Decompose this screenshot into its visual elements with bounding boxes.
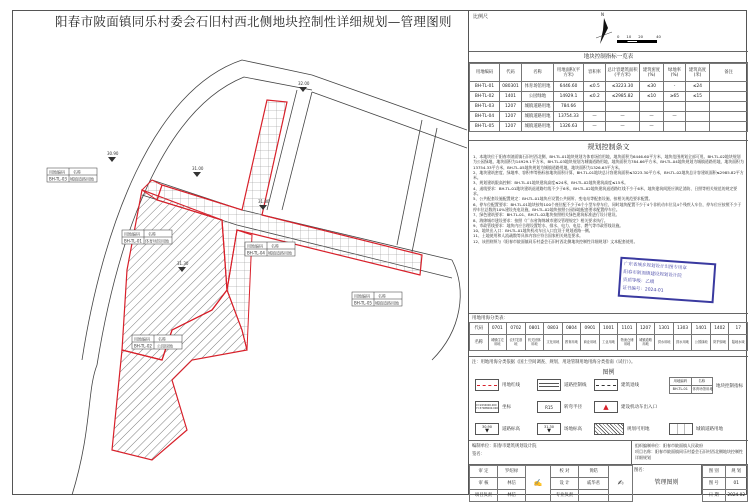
svg-text:BH-TL-02: BH-TL-02	[134, 343, 152, 349]
table-cell	[686, 112, 710, 122]
page-title: 阳春市陂面镇同乐村委会石旧村西北侧地块控制性详细规划—管理图则	[55, 14, 452, 29]
table-cell	[664, 102, 686, 112]
legend-buildable-land: 规划可用地	[594, 423, 650, 435]
org-unit: 组织编制单位：阳春市陂面镇人民政府	[635, 443, 703, 448]
table-cell	[686, 102, 710, 112]
landuse-code: 0901	[581, 323, 600, 335]
landuse-name: 供水用地	[655, 335, 674, 351]
plot-label-01	[122, 230, 172, 244]
table-cell: 城镇道路用地	[522, 112, 554, 122]
signature-icon: ✍	[526, 466, 551, 502]
svg-text:BH-TL-03: BH-TL-03	[49, 176, 67, 182]
table-cell: ≥65	[664, 92, 686, 102]
table-cell	[710, 82, 748, 92]
svg-text:用地编码: 用地编码	[354, 293, 370, 299]
landuse-name: 公园绿地	[692, 335, 711, 351]
meta-table: 图 别 规 划 图 号 01 日 期 2024.02	[702, 465, 748, 502]
legend-road-elevation: 30.90 ▼ 道路标高	[475, 423, 520, 435]
table-cell: 784.66	[554, 102, 584, 112]
table-cell: —	[640, 122, 664, 132]
clause-item: 10、地块出入口：BH-TL-01地块机动车出入口宜设于规划道路一侧。	[473, 228, 593, 234]
table-cell: 公园绿地	[522, 92, 554, 102]
table-cell	[640, 102, 664, 112]
table-cell: ≤15	[686, 92, 710, 102]
clause-item: 3、规划建筑限高控制：BH-TL-01地块建筑高度≤24米，BH-TL-02地块建筑高度≤15米。	[473, 180, 628, 186]
drawing-name-label: 图名：	[634, 468, 647, 473]
table-cell: 1207	[500, 102, 522, 112]
legend-setback-line: 建筑退线	[594, 379, 639, 391]
table-cell: —	[606, 122, 640, 132]
table-cell: -	[664, 82, 686, 92]
table-header: 用地面积(平方米)	[554, 64, 584, 82]
table-cell	[686, 122, 710, 132]
legend-plot-index: 用地编码 名称 BH-TL-01 体育场馆用地 地块控制指标	[669, 377, 743, 394]
svg-text:BH-TL-05: BH-TL-05	[354, 300, 372, 306]
table-cell: —	[606, 112, 640, 122]
landuse-name: 教育用地	[562, 335, 581, 351]
legend	[469, 377, 748, 441]
table-cell: ≤10	[640, 92, 664, 102]
info-panel	[468, 10, 747, 498]
table-header: 备注	[710, 64, 748, 82]
landuse-row-label: 名称	[470, 335, 489, 351]
svg-text:体育场馆用地: 体育场馆用地	[145, 238, 169, 244]
clause-item: 6、停车位配置要求：BH-TL-01地块按每100个座位配不少于6个小型车停车位，同时地块配置不少于4个非机动车位及4个残疾人车位，停车位应按照不少于停车位总数的10%建设充电设施，BH-TL-02地块按照公园绿地配套要求配置停车位。	[473, 201, 742, 212]
table-row	[470, 92, 748, 102]
svg-text:31.30: 31.30	[177, 261, 189, 266]
table-cell: —	[664, 112, 686, 122]
planning-map	[12, 30, 467, 495]
official-stamp: 广东省城乡规划设计出图专用章 阳春市陂面镇建设规划设计院 资质等级：乙级 证书编号：2024-01	[618, 257, 717, 304]
signature-label: 签名：	[472, 452, 485, 457]
clause-item: 4、退线要求：BH-TL-01地块建筑退道路红线不少于6米，BH-TL-02地块建筑退道路红线不少于6米，地块建筑间距应满足消防、日照等相关规范的规定要求。	[473, 185, 738, 197]
table-cell	[606, 102, 640, 112]
plot-label-04	[245, 242, 295, 256]
svg-text:用地编码: 用地编码	[247, 243, 263, 249]
title-block	[469, 441, 748, 498]
table-row	[470, 102, 748, 112]
table-cell: —	[640, 112, 664, 122]
landuse-code: 0801	[525, 323, 544, 335]
table-cell: 城镇道路用地	[522, 102, 554, 112]
table-header: 总计容建筑面积(平方米)	[606, 64, 640, 82]
landuse-code: 1301	[655, 323, 674, 335]
table-cell: ≤2985.82	[606, 92, 640, 102]
clause-item: 12、该图则须与《阳春市陂面镇同乐村委会石旧村西北侧地块控制性详细规划》文本配套使用。	[473, 238, 638, 244]
table-cell: 1207	[500, 122, 522, 132]
svg-text:名称: 名称	[73, 169, 81, 175]
legend-coordinate: X=2434000.000 Y=37488000.000 坐标	[475, 401, 511, 413]
landuse-code: 1101	[618, 323, 637, 335]
landuse-name: 物流仓储用地	[618, 335, 637, 351]
svg-text:BH-TL-01: BH-TL-01	[124, 238, 142, 244]
scale-label: 比例尺	[473, 14, 489, 20]
clauses-section	[469, 140, 748, 258]
table-cell	[710, 112, 748, 122]
table-cell: 城镇道路用地	[522, 122, 554, 132]
drawing-name: 管理图则	[654, 479, 679, 486]
svg-text:用地编码: 用地编码	[124, 231, 140, 237]
table-cell: —	[584, 112, 606, 122]
signature-icon: ✍	[609, 466, 633, 502]
svg-text:城镇道路用地: 城镇道路用地	[70, 176, 94, 182]
table-cell: BH-TL-05	[470, 122, 500, 132]
legend-title: 图例	[602, 369, 615, 376]
table-cell: 13754.33	[554, 112, 584, 122]
legend-road-land: 城镇道路用地	[669, 423, 723, 435]
table-header: 建筑高度(米)	[686, 64, 710, 82]
table-cell: 1326.63	[554, 122, 584, 132]
landuse-name: 防护绿地	[710, 335, 729, 351]
svg-text:城镇道路用地: 城镇道路用地	[375, 300, 399, 306]
svg-text:名称: 名称	[378, 293, 386, 299]
table-header: 容积率	[584, 64, 606, 82]
table-header: 建筑密度(%)	[640, 64, 664, 82]
clause-item: 5、公共配套设施配置规定：BH-TL-01地块应设置公共厕所、变电站等配套设施，按相关规范要求配置。	[473, 196, 653, 202]
plot-label-05	[352, 292, 402, 306]
table-cell	[664, 122, 686, 132]
table-cell: 1401	[500, 92, 522, 102]
table-header: 用地编码	[470, 64, 500, 82]
svg-text:32.00: 32.00	[298, 81, 310, 86]
landuse-code: 17	[729, 323, 748, 335]
legend-road-control-line: 道路控制线	[537, 379, 587, 391]
table-cell	[584, 102, 606, 112]
table-cell: 6446.60	[554, 82, 584, 92]
north-arrow-icon-graphic	[594, 18, 614, 44]
table-cell	[710, 92, 748, 102]
svg-text:30.90: 30.90	[107, 151, 119, 156]
table-cell: BH-TL-04	[470, 112, 500, 122]
landuse-note: 注：用地用海分类依据《国土空间调查、规划、用途管制用地用海分类指南（试行）》。	[472, 360, 636, 365]
table-cell: BH-TL-02	[470, 92, 500, 102]
table-row	[470, 122, 748, 132]
table-header: 绿地率(%)	[664, 64, 686, 82]
clause-item: 11、土地使用和人流疏散等具体内容应符合国家相关规范要求。	[473, 233, 583, 239]
svg-text:公园绿地: 公园绿地	[157, 343, 173, 349]
svg-text:名称: 名称	[158, 336, 166, 342]
table-header: 代码	[500, 64, 522, 82]
svg-text:名称: 名称	[148, 231, 156, 237]
table-header: 名称	[522, 64, 554, 82]
plot-label-03	[47, 168, 97, 182]
landuse-code: 0803	[544, 323, 563, 335]
landuse-name: 机关团体用地	[525, 335, 544, 351]
legend-site-elevation: 31.30 ▼ 场地标高	[537, 423, 582, 435]
table-cell: ≤3223.30	[606, 82, 640, 92]
table-cell: ≤24	[686, 82, 710, 92]
landuse-name: 文化用地	[544, 335, 563, 351]
index-table-title: 地块控制指标一览表	[469, 52, 748, 63]
clause-item: 1、本地块位于阳春市陂面镇石旧村西北侧，BH-TL-01地块规划为体育场馆用地，地块面积为6446.60平方米，地块范围规划全部可用。BH-TL-02地块规划为公园绿地，地块面积为14929.1平方米，BH-TL-03地块规划为城镇道路用地，地块面积为784.66平方米，BH-TL-04地块规划为城镇道路用地，地块面积为13754.33平方米，BH-TL-05地块规划为城镇道路用地，地块面积为1326.63平方米。	[473, 154, 744, 170]
landuse-code: 0701	[488, 323, 507, 335]
landuse-row-label: 代码	[470, 323, 489, 335]
design-unit: 编制单位：阳春市建筑规划设计院	[472, 444, 537, 449]
table-cell	[710, 122, 748, 132]
north-arrow-icon: N	[601, 12, 604, 17]
clause-item: 9、市政管线要求：地块内应合理设置给水、排水、电力、电信、燃气等市政管线设施。	[473, 222, 624, 228]
clause-item: 7、绿色建筑要求：BH-TL-01、BH-TL-02地块按照相关绿色建筑标准进行设计建设。	[473, 212, 620, 218]
landuse-code: 1402	[710, 323, 729, 335]
landuse-title: 用地用海分类表：	[472, 316, 508, 321]
clause-item: 2、地块建筑密度、绿地率、容积率等指标按地块面积计算，BH-TL-01地块总计容建筑面积≤3223.30平方米，BH-TL-02地块总计容建筑面积≤2985.82平方米。	[473, 169, 744, 181]
table-cell: 体育场馆用地	[522, 82, 554, 92]
legend-turn-radius: R15 转弯半径	[537, 401, 582, 413]
landuse-name: 商业用地	[581, 335, 600, 351]
landuse-name: 城镇住宅用地	[488, 335, 507, 351]
triangle-icon: ▲	[603, 403, 609, 411]
landuse-code: 0702	[507, 323, 526, 335]
landuse-name: 城镇道路用地	[636, 335, 655, 351]
plot-label-02	[132, 335, 182, 349]
table-cell	[710, 102, 748, 112]
landuse-name: 排水用地	[673, 335, 692, 351]
table-cell: 1207	[500, 112, 522, 122]
legend-vehicle-entrance: ▲ 建设机动车出入口	[594, 401, 657, 413]
landuse-code: 1207	[636, 323, 655, 335]
scale-bar: 0 10 20 40	[617, 34, 661, 39]
table-row	[470, 82, 748, 92]
table-cell: 14929.1	[554, 92, 584, 102]
landuse-code: 1401	[692, 323, 711, 335]
scale-section	[469, 10, 748, 52]
landuse-name: 农村宅基地	[507, 335, 526, 351]
svg-text:用地编码: 用地编码	[134, 336, 150, 342]
clause-item: 8、海绵城市建设要求：按照《广东省海绵城市建设管理规定》相关要求执行。	[473, 217, 608, 223]
table-cell: —	[584, 122, 606, 132]
svg-text:BH-TL-04: BH-TL-04	[247, 250, 265, 256]
table-cell: BH-TL-01	[470, 82, 500, 92]
svg-text:城镇道路用地: 城镇道路用地	[268, 250, 292, 256]
landuse-name: 陆地水域	[729, 335, 748, 351]
roles-table: 审 定 罗绍禄 ✍ 校 对 黄皓 ✍ 审 核 林信 设 计 戚华君 项目负责 林信 专业负责	[469, 465, 633, 502]
table-cell: BH-TL-03	[470, 102, 500, 112]
clauses-title: 规划控制条文	[587, 143, 630, 151]
landuse-name: 工业用地	[599, 335, 618, 351]
svg-text:31.00: 31.00	[192, 166, 204, 171]
landuse-code: 0804	[562, 323, 581, 335]
index-table	[469, 63, 748, 139]
project-name: 项目名称：阳春市陂面镇同乐村委会石旧村西北侧地块控制性详细规划	[635, 449, 743, 460]
legend-red-line: 用地红线	[475, 379, 520, 391]
landuse-code: 1303	[673, 323, 692, 335]
table-row	[470, 112, 748, 122]
svg-text:用地编码: 用地编码	[49, 169, 65, 175]
table-cell: 080301	[500, 82, 522, 92]
landuse-section	[469, 313, 748, 357]
table-cell: ≤0.5	[584, 82, 606, 92]
table-cell: ≤30	[640, 82, 664, 92]
svg-text:名称: 名称	[271, 243, 279, 249]
landuse-code: 1001	[599, 323, 618, 335]
table-cell: ≤0.2	[584, 92, 606, 102]
svg-text:31.80: 31.80	[258, 199, 270, 204]
